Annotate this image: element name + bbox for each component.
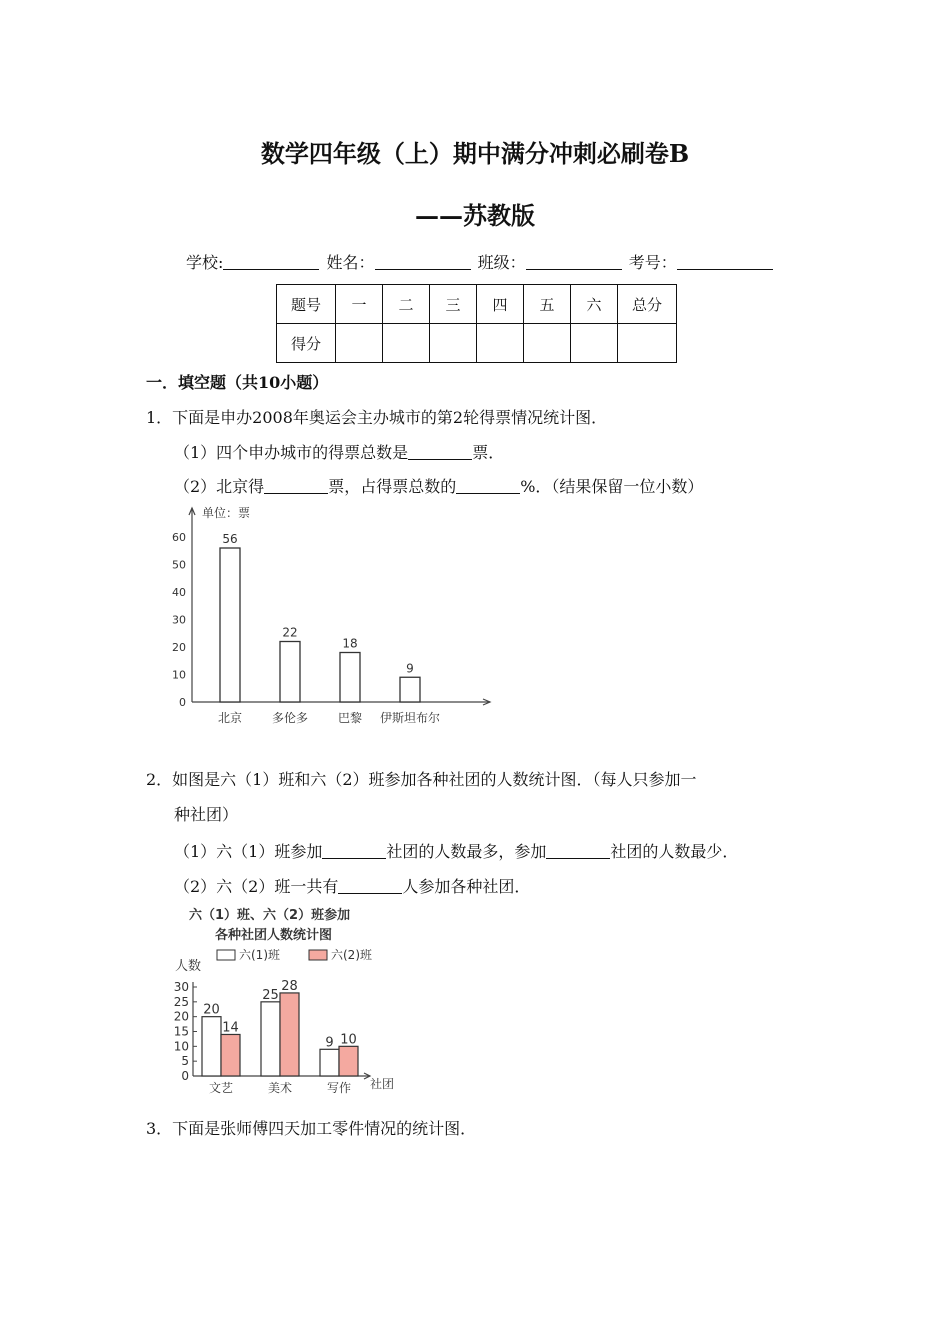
data-label: 14 [222,1020,239,1036]
y-tick-label: 60 [172,531,186,544]
bar [400,677,420,702]
q1-part2-text-mid: 票，占得票总数的 [328,477,457,496]
legend-swatch [309,950,327,960]
score-cell[interactable] [430,324,477,363]
y-axis-label: 人数 [175,959,202,974]
score-cell[interactable] [383,324,430,363]
q1-part2-text-end: %．（结果保留一位小数） [520,477,704,496]
score-cell[interactable] [618,324,677,363]
q1-part2-text: （2）北京得 [174,477,265,496]
answer-blank[interactable] [456,477,520,494]
x-tick-label: 伊斯坦布尔 [379,711,441,725]
q1-stem: 1．下面是申办2008年奥运会主办城市的第2轮得票情况统计图． [146,408,608,427]
page-subtitle: ——苏教版 [415,201,535,230]
score-header-cell: 五 [524,285,571,324]
section-heading: 一．填空题（共10小题） [146,373,329,392]
school-blank[interactable] [223,253,319,270]
score-cell[interactable] [571,324,618,363]
score-header-cell: 三 [430,285,477,324]
score-header-cell: 四 [477,285,524,324]
bar [340,653,360,703]
score-header-cell: 总分 [618,285,677,324]
y-tick-label: 25 [173,994,189,1009]
y-tick-label: 30 [173,980,189,994]
q2-part1-text-end: 社团的人数最少． [610,842,739,861]
answer-blank[interactable] [264,477,328,494]
score-cell[interactable] [336,324,383,363]
bar [280,642,300,703]
q1-part2 [174,474,703,497]
data-label: 18 [342,636,358,651]
y-tick-label: 5 [181,1054,189,1069]
page-title: 数学四年级（上）期中满分冲刺必刷卷B [260,139,690,168]
x-tick-label: 北京 [217,711,243,725]
bar [220,548,240,702]
q2-part1-text-mid: 社团的人数最多，参加 [386,842,547,861]
legend-swatch [217,950,235,960]
chart-clubs [165,902,415,1098]
y-tick-label: 40 [172,586,186,599]
exam-no-blank[interactable] [677,253,773,270]
q1-part1-text: （1）四个申办城市的得票总数是 [174,443,409,462]
bar [280,993,299,1076]
legend-label: 六(2)班 [331,948,372,962]
bar [261,1002,280,1076]
score-row-label: 得分 [277,324,336,363]
chart-votes [160,500,500,732]
legend-label: 六(1)班 [239,948,280,962]
y-tick-label: 15 [173,1024,189,1039]
data-label: 10 [340,1032,357,1048]
bar [202,1017,221,1076]
q2-part1-text: （1）六（1）班参加 [174,842,323,861]
q3-stem: 3．下面是张师傅四天加工零件情况的统计图． [146,1119,477,1138]
answer-blank[interactable] [338,877,402,894]
school-label: 学校: [186,253,224,272]
score-header-cell: 二 [383,285,430,324]
bar [320,1049,339,1076]
score-table [276,284,677,363]
y-tick-label: 0 [179,696,186,709]
chart-title: 各种社团人数统计图 [215,928,333,943]
y-tick-label: 50 [172,558,186,572]
x-tick-label: 写作 [326,1081,352,1095]
y-tick-label: 20 [173,1009,189,1024]
score-header-row [277,285,677,324]
name-blank[interactable] [375,253,471,270]
name-label: 姓名： [326,253,375,272]
score-header-cell: 题号 [277,285,336,324]
exam-no-label: 考号： [628,253,677,272]
score-value-row [277,324,677,363]
data-label: 28 [281,978,298,994]
q2-stem-line2: 种社团） [174,805,239,824]
data-label: 22 [282,625,298,640]
bar [221,1034,240,1076]
bar [339,1046,358,1076]
score-cell[interactable] [524,324,571,363]
data-label: 56 [222,532,238,546]
q2-part1 [174,839,738,862]
student-info-line [186,250,775,273]
q2-part2-text: （2）六（2）班一共有 [174,877,339,896]
answer-blank[interactable] [408,443,472,460]
y-tick-label: 10 [173,1039,189,1054]
x-tick-label: 巴黎 [337,711,363,725]
y-tick-label: 0 [181,1069,189,1083]
score-cell[interactable] [477,324,524,363]
score-header-cell: 一 [336,285,383,324]
x-axis-label: 社团 [369,1077,395,1091]
y-tick-label: 20 [172,641,186,654]
data-label: 9 [406,661,414,676]
answer-blank[interactable] [322,842,386,859]
class-blank[interactable] [526,253,622,270]
q2-part2-text-end: 人参加各种社团． [402,877,531,896]
q1-part1 [174,440,504,463]
q2-part2 [174,874,530,897]
x-tick-label: 多伦多 [271,711,309,725]
data-label: 25 [262,987,279,1003]
answer-blank[interactable] [546,842,610,859]
y-axis-label: 单位：票 [202,506,251,520]
y-tick-label: 10 [172,668,186,682]
data-label: 20 [203,1002,220,1018]
x-tick-label: 美术 [267,1081,293,1095]
class-label: 班级： [477,253,526,272]
x-tick-label: 文艺 [208,1081,234,1095]
data-label: 9 [325,1035,334,1051]
score-header-cell: 六 [571,285,618,324]
q2-stem-line1: 2．如图是六（1）班和六（2）班参加各种社团的人数统计图．（每人只参加一 [146,770,697,789]
y-tick-label: 30 [172,613,186,627]
chart-title: 六（1）班、六（2）班参加 [189,908,351,923]
q1-part1-text-end: 票． [472,443,505,462]
